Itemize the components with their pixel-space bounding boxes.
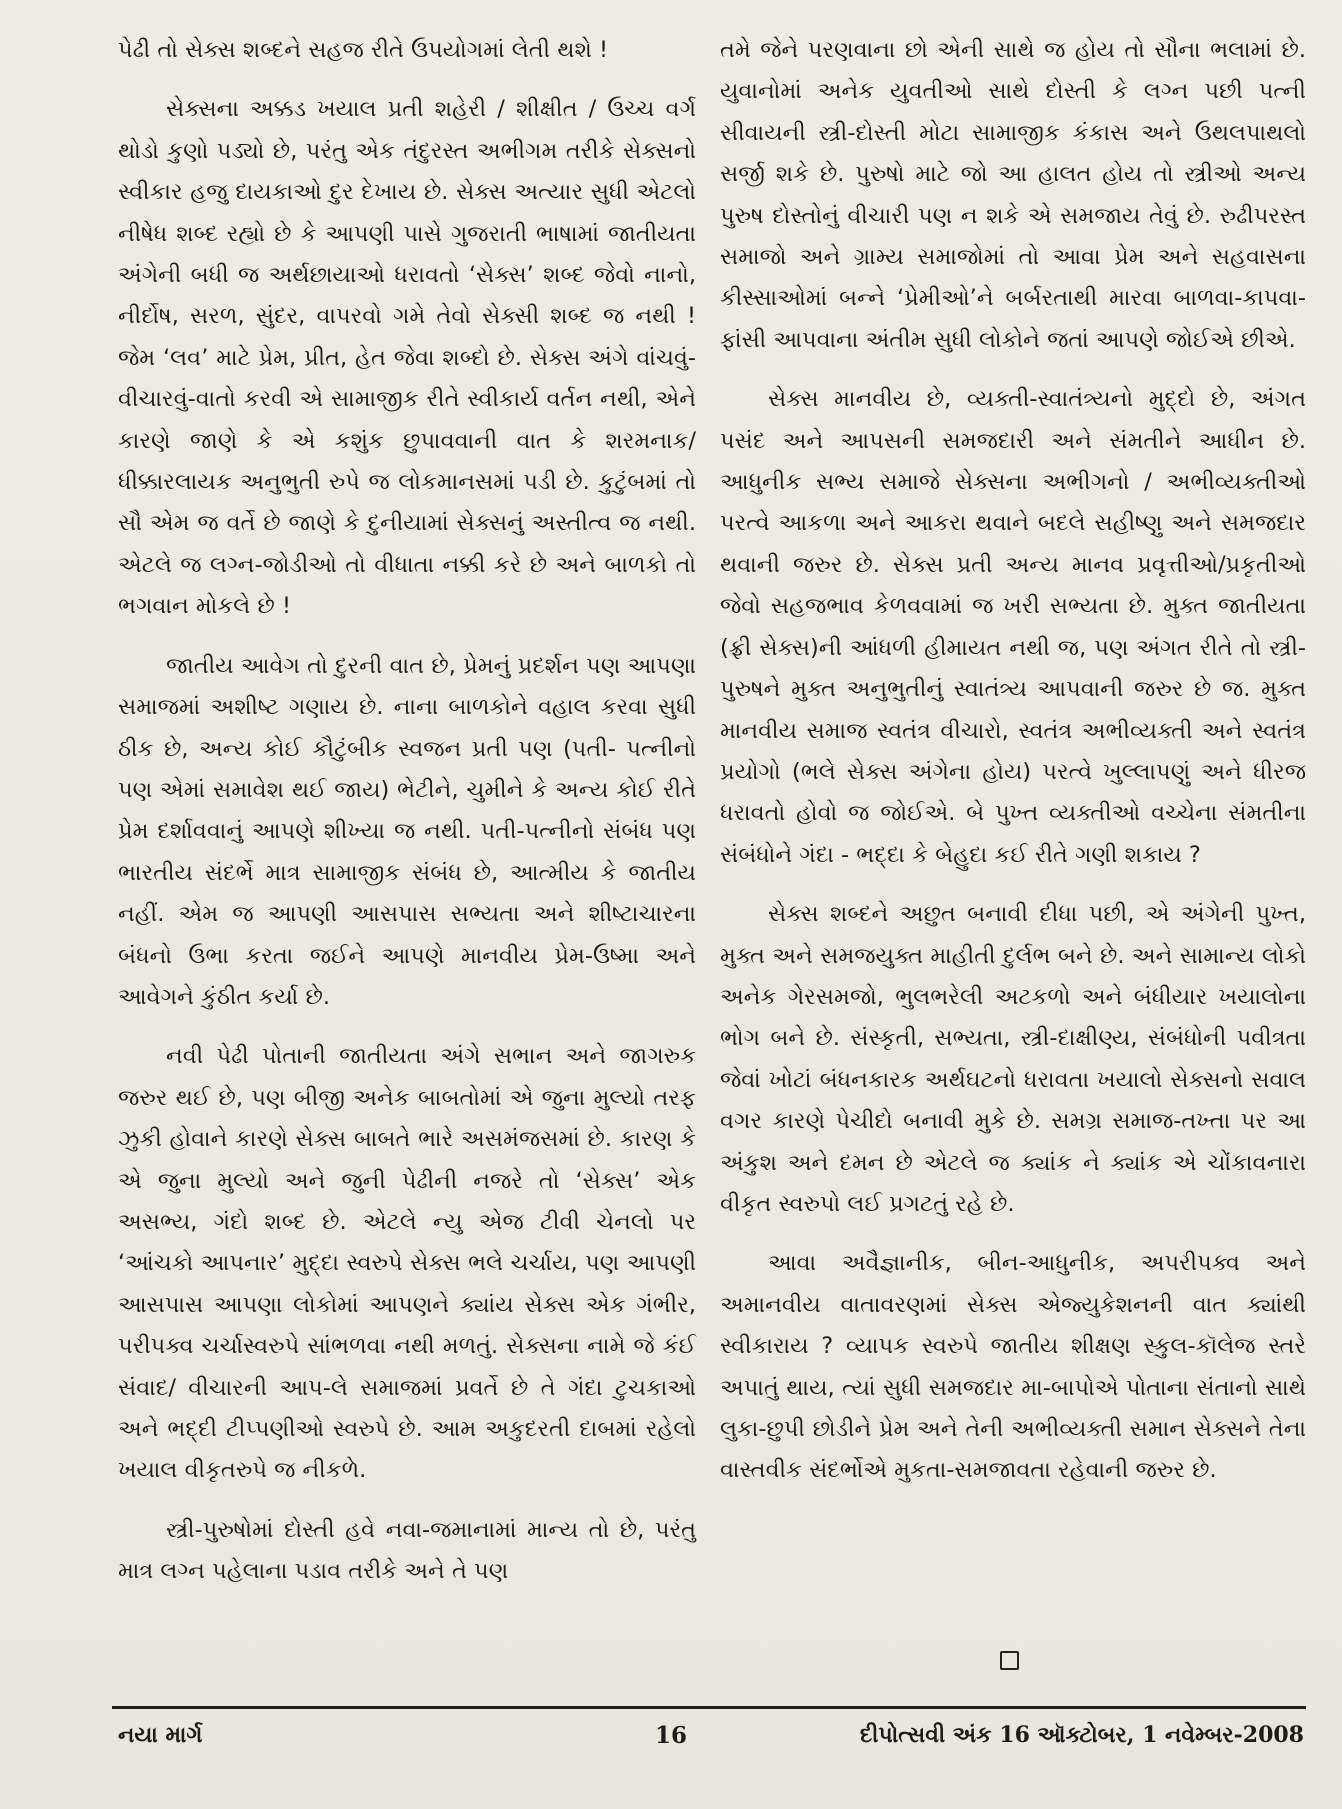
paragraph: આવા અવૈજ્ઞાનીક, બીન-આધુનીક, અપરીપક્વ અને અમાનવીય વાતાવરણમાં સેક્સ એજ્યુકેશનની વાત ક્યાંથી સ્વીકારાય ? વ્યાપક સ્વરુપે જાતીય શીક્ષણ સ્કુલ-કૉલેજ સ્તરે અપાતું થાય, ત્યાં સુધી સમજદાર મા-બાપોએ પોતાના સંતાનો સાથે લુકા-છુપી છોડીને પ્રેમ અને તેની અભીવ્યક્તી સમાન સેક્સને તેના વાસ્તવીક સંદર્ભોએ મુકતા-સમજાવતા રહેવાની જરુર છે. <box>720 1250 1306 1484</box>
issue-info: દીપોત્સવી અંક 16 ઑક્ટોબર, 1 નવેમ્બર-2008 <box>859 1722 1304 1748</box>
right-column <box>720 30 1306 1510</box>
paragraph: સેક્સ માનવીય છે, વ્યક્તી-સ્વાતંત્ર્યનો મુદ્દો છે, અંગત પસંદ અને આપસની સમજદારી અને સંમતીને આધીન છે. આધુનીક સભ્ય સમાજે સેક્સના અભીગનો / અભીવ્યક્તીઓ પરત્વે આકળા અને આકરા થવાને બદલે સહીષ્ણુ અને સમજદાર થવાની જરુર છે. સેક્સ પ્રતી અન્ય માનવ પ્રવૃત્તીઓ/પ્રકૃતીઓ જેવો સહજભાવ કેળવવામાં જ ખરી સભ્યતા છે. મુક્ત જાતીયતા (ફ્રી સેક્સ)ની આંધળી હીમાયત નથી જ, પણ અંગત રીતે તો સ્ત્રી-પુરુષને મુક્ત અનુભુતીનું સ્વાતંત્ર્ય આપવાની જરુર છે જ. મુક્ત માનવીય સમાજ સ્વતંત્ર વીચારો, સ્વતંત્ર અભીવ્યક્તી અને સ્વતંત્ર પ્રયોગો (ભલે સેક્સ અંગેના હોય) પરત્વે ખુલ્લાપણું અને ધીરજ ધરાવતો હોવો જ જોઈએ. બે પુખ્ત વ્યક્તીઓ વચ્ચેના સંમતીના સંબંધોને ગંદા - ભદ્દા કે બેહુદા કઈ રીતે ગણી શકાય ? <box>720 386 1306 868</box>
left-column <box>118 30 696 1611</box>
page-number: 16 <box>654 1722 687 1749</box>
paragraph: નવી પેઢી પોતાની જાતીયતા અંગે સભાન અને જાગરુક જરુર થઈ છે, પણ બીજી અનેક બાબતોમાં એ જુના મુલ્યો તરફ ઝુકી હોવાને કારણે સેક્સ બાબતે ભારે અસમંજસમાં છે. કારણ કે એ જુના મુલ્યો અને જુની પેઢીની નજરે તો ‘સેક્સ’ એક અસભ્ય, ગંદો શબ્દ છે. એટલે ન્યુ એજ ટીવી ચેનલો પર ‘આંચકો આપનાર’ મુદ્દા સ્વરુપે સેક્સ ભલે ચર્ચાય, પણ આપણી આસપાસ આપણા લોકોમાં આપણને ક્યાંય સેક્સ એક ગંભીર, પરીપક્વ ચર્ચાસ્વરુપે સાંભળવા નથી મળતું. સેક્સના નામે જે કંઈ સંવાદ/ વીચારની આપ-લે સમાજમાં પ્રવર્તે છે તે ગંદા ટુચકાઓ અને ભદ્દી ટીપ્પણીઓ સ્વરુપે છે. આમ અકુદરતી દાબમાં રહેલો ખયાલ વીકૃતરુપે જ નીકળે. <box>118 1043 696 1484</box>
paragraph: સેક્સ શબ્દને અછુત બનાવી દીધા પછી, એ અંગેની પુખ્ત, મુક્ત અને સમજયુક્ત માહીતી દુર્લભ બને છે. અને સામાન્ય લોકો અનેક ગેરસમજો, ભુલભરેલી અટકળો અને બંધીયાર ખયાલોના ભોગ બને છે. સંસ્કૃતી, સભ્યતા, સ્ત્રી-દાક્ષીણ્ય, સંબંધોની પવીત્રતા જેવાં ખોટાં બંધનકારક અર્થઘટનો ધરાવતા ખયાલો સેક્સનો સવાલ વગર કારણે પેચીદો બનાવી મુકે છે. સમગ્ર સમાજ-તખ્તા પર આ અંકુશ અને દમન છે એટલે જ ક્યાંક ને ક્યાંક એ ચોંકાવનારા વીકૃત સ્વરુપો લઈ પ્રગટતું રહે છે. <box>720 901 1306 1217</box>
publication-name: નયા માર્ગ <box>118 1722 203 1748</box>
end-of-article-icon <box>1000 1651 1019 1670</box>
paragraph: સેક્સના અક્કડ ખયાલ પ્રતી શહેરી / શીક્ષીત / ઉચ્ચ વર્ગ થોડો કુણો પડ્યો છે, પરંતુ એક તંદુરસ્ત અભીગમ તરીકે સેક્સનો સ્વીકાર હજુ દાયકાઓ દુર દેખાય છે. સેક્સ અત્યાર સુધી એટલો નીષેધ શબ્દ રહ્યો છે કે આપણી પાસે ગુજરાતી ભાષામાં જાતીયતા અંગેની બધી જ અર્થછાયાઓ ધરાવતો ‘સેક્સ’ શબ્દ જેવો નાનો, નીર્દોષ, સરળ, સુંદર, વાપરવો ગમે તેવો સેક્સી શબ્દ જ નથી ! જેમ ‘લવ’ માટે પ્રેમ, પ્રીત, હેત જેવા શબ્દો છે. સેક્સ અંગે વાંચવું-વીચારવું-વાતો કરવી એ સામાજીક રીતે સ્વીકાર્ય વર્તન નથી, એને કારણે જાણે કે એ કશુંક છુપાવવાની વાત કે શરમનાક/ધીક્કારલાયક અનુભુતી રુપે જ લોકમાનસમાં પડી છે. કુટુંબમાં તો સૌ એમ જ વર્તે છે જાણે કે દુનીયામાં સેક્સનું અસ્તીત્વ જ નથી. એટલે જ લગ્ન-જોડીઓ તો વીધાતા નક્કી કરે છે અને બાળકો તો ભગવાન મોકલે છે ! <box>118 96 696 620</box>
paragraph: સ્ત્રી-પુરુષોમાં દોસ્તી હવે નવા-જમાનામાં માન્ય તો છે, પરંતુ માત્ર લગ્ન પહેલાના પડાવ તરીકે અને તે પણ <box>118 1516 696 1585</box>
footer-divider <box>112 1706 1306 1709</box>
paragraph: પેઢી તો સેક્સ શબ્દને સહજ રીતે ઉપયોગમાં લેતી થશે ! <box>118 37 609 63</box>
paragraph: તમે જેને પરણવાના છો એની સાથે જ હોય તો સૌના ભલામાં છે. યુવાનોમાં અનેક યુવતીઓ સાથે દોસ્તી કે લગ્ન પછી પત્ની સીવાયની સ્ત્રી-દોસ્તી મોટા સામાજીક કંકાસ અને ઉથલપાથલો સર્જી શકે છે. પુરુષો માટે જો આ હાલત હોય તો સ્ત્રીઓ અન્ય પુરુષ દોસ્તોનું વીચારી પણ ન શકે એ સમજાય તેવું છે. રુઢીપરસ્ત સમાજો અને ગ્રામ્ય સમાજોમાં તો આવા પ્રેમ અને સહવાસના કીસ્સાઓમાં બન્ને ‘પ્રેમીઓ’ને બર્બરતાથી મારવા બાળવા-કાપવા-ફાંસી આપવાના અંતીમ સુધી લોકોને જતાં આપણે જોઈએ છીએ. <box>720 37 1306 353</box>
paragraph: જાતીય આવેગ તો દુરની વાત છે, પ્રેમનું પ્રદર્શન પણ આપણા સમાજમાં અશીષ્ટ ગણાય છે. નાના બાળકોને વહાલ કરવા સુધી ઠીક છે, અન્ય કોઈ કૌટુંબીક સ્વજન પ્રતી પણ (પતી- પત્નીનો પણ એમાં સમાવેશ થઈ જાય) ભેટીને, ચુમીને કે અન્ય કોઈ રીતે પ્રેમ દર્શાવવાનું આપણે શીખ્યા જ નથી. પતી-પત્નીનો સંબંધ પણ ભારતીય સંદર્ભે માત્ર સામાજીક સંબંધ છે, આત્મીય કે જાતીય નહીં. એમ જ આપણી આસપાસ સભ્યતા અને શીષ્ટાચારના બંધનો ઉભા કરતા જઈને આપણે માનવીય પ્રેમ-ઉષ્મા અને આવેગને કુંઠીત કર્યા છે. <box>118 652 696 1010</box>
